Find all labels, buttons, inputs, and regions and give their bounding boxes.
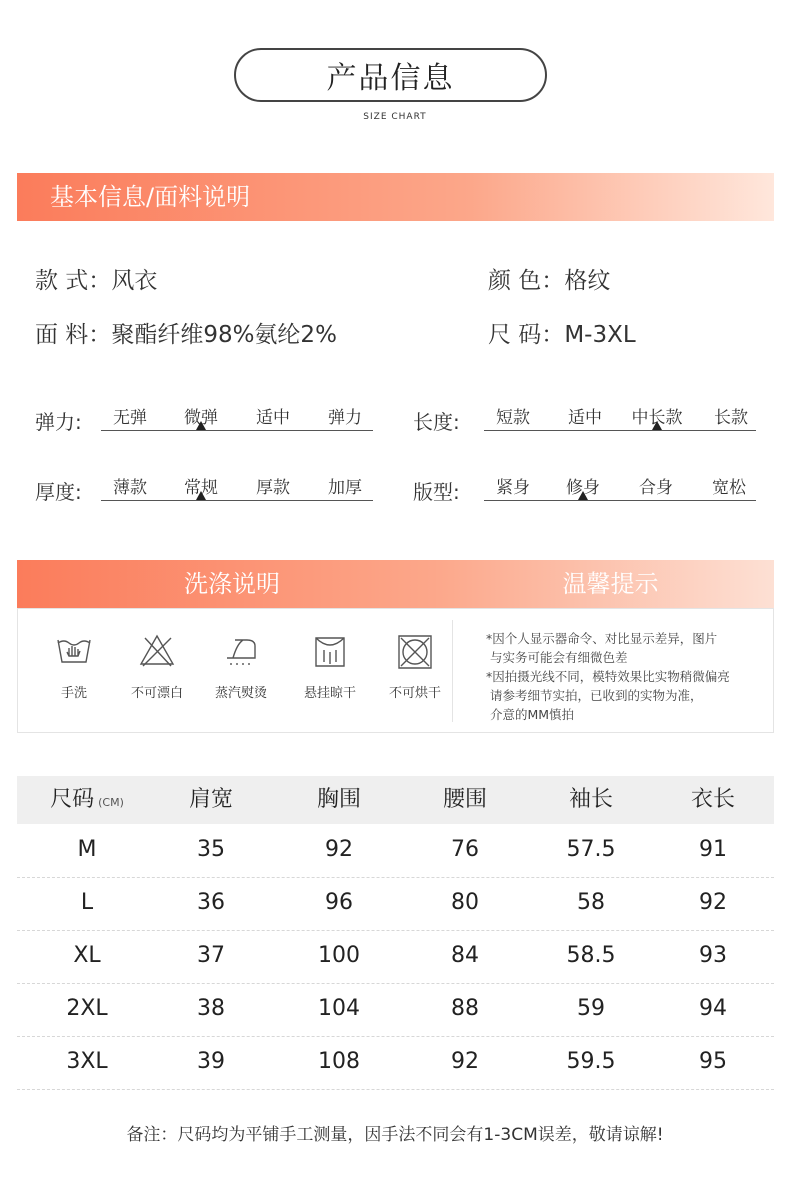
rating-option: 适中 xyxy=(568,408,602,428)
rating-option: 微弹 xyxy=(184,408,218,428)
table-cell-length: 91 xyxy=(699,837,727,862)
fit-rating xyxy=(413,470,758,510)
style-value: 风衣 xyxy=(111,268,158,294)
size-attribute xyxy=(488,316,636,349)
table-cell-chest: 108 xyxy=(318,1049,360,1074)
table-cell-chest: 100 xyxy=(318,943,360,968)
care-label: 不可烘干 xyxy=(388,686,441,701)
rating-marker-icon xyxy=(578,491,588,500)
style-label: 款 式： xyxy=(35,268,112,294)
table-cell-waist: 88 xyxy=(451,996,479,1021)
rating-scale-line xyxy=(484,430,756,431)
rating-label: 长度: xyxy=(413,410,460,434)
care-item-hang-dry xyxy=(295,632,365,701)
table-cell-sleeve: 57.5 xyxy=(566,837,616,862)
care-item-no-bleach xyxy=(122,632,192,701)
table-cell-size: M xyxy=(77,837,97,862)
fabric-attribute xyxy=(35,316,337,349)
rating-marker-icon xyxy=(196,491,206,500)
rating-option: 适中 xyxy=(256,408,290,428)
table-cell-chest: 92 xyxy=(325,837,353,862)
care-item-no-tumble-dry xyxy=(380,632,450,701)
fabric-value: 聚酯纤维98%氨纶2% xyxy=(111,322,337,348)
page-subtitle: SIZE CHART xyxy=(363,112,427,122)
color-value: 格纹 xyxy=(564,268,611,294)
table-cell-shoulder: 35 xyxy=(197,837,225,862)
table-cell-shoulder: 38 xyxy=(197,996,225,1021)
table-header-size xyxy=(37,776,137,824)
page-title: 产品信息 xyxy=(234,48,547,102)
rating-option: 薄款 xyxy=(113,478,147,498)
rating-scale-line xyxy=(484,500,756,501)
rating-option: 修身 xyxy=(566,478,600,498)
rating-scale-line xyxy=(101,430,373,431)
fabric-label: 面 料： xyxy=(35,322,112,348)
rating-marker-icon xyxy=(652,421,662,430)
table-cell-length: 93 xyxy=(699,943,727,968)
table-header-unit: (CM) xyxy=(98,796,124,809)
table-cell-waist: 80 xyxy=(451,890,479,915)
care-label: 不可漂白 xyxy=(130,686,183,701)
measurement-note: 备注：尺码均为平铺手工测量，因手法不同会有1-3CM误差，敬请谅解! xyxy=(126,1125,664,1145)
table-cell-size: L xyxy=(80,890,94,915)
basic-info-title: 基本信息/面料说明 xyxy=(50,183,251,211)
care-label: 手洗 xyxy=(60,686,87,701)
table-cell-length: 95 xyxy=(699,1049,727,1074)
tips-title: 温馨提示 xyxy=(562,570,659,598)
table-cell-length: 92 xyxy=(699,890,727,915)
table-cell-size: 3XL xyxy=(66,1049,108,1074)
size-value: M-3XL xyxy=(564,322,636,348)
care-label: 蒸汽熨烫 xyxy=(214,686,267,701)
care-label: 悬挂晾干 xyxy=(303,686,356,701)
rating-option: 无弹 xyxy=(113,408,147,428)
care-instructions-title: 洗涤说明 xyxy=(184,570,280,598)
rating-option: 长款 xyxy=(714,408,748,428)
table-cell-shoulder: 37 xyxy=(197,943,225,968)
table-header-waist: 腰围 xyxy=(442,787,487,812)
size-label: 尺 码： xyxy=(488,322,565,348)
hand-wash-icon xyxy=(54,632,94,672)
table-row-divider xyxy=(17,1089,774,1090)
table-cell-shoulder: 36 xyxy=(197,890,225,915)
color-attribute xyxy=(488,262,610,295)
tip-display-color: *因个人显示器命令、对比显示差异，图片 与实务可能会有细微色差 xyxy=(486,631,718,665)
table-header-label: 尺码 xyxy=(50,787,95,812)
care-divider xyxy=(452,620,453,722)
style-attribute xyxy=(35,262,157,295)
rating-marker-icon xyxy=(196,421,206,430)
table-cell-sleeve: 59 xyxy=(577,996,605,1021)
table-cell-waist: 84 xyxy=(451,943,479,968)
rating-option: 加厚 xyxy=(328,478,362,498)
rating-option: 中长款 xyxy=(631,408,683,428)
table-cell-sleeve: 59.5 xyxy=(566,1049,616,1074)
table-cell-waist: 76 xyxy=(451,837,479,862)
color-label: 颜 色： xyxy=(488,268,565,294)
rating-option: 短款 xyxy=(496,408,530,428)
table-cell-chest: 104 xyxy=(318,996,360,1021)
elasticity-rating xyxy=(35,400,375,440)
table-cell-sleeve: 58 xyxy=(577,890,605,915)
table-header-sleeve: 袖长 xyxy=(568,787,613,812)
hang-dry-icon xyxy=(310,632,350,672)
table-header-chest: 胸围 xyxy=(316,787,361,812)
rating-option: 宽松 xyxy=(712,478,746,498)
table-cell-size: XL xyxy=(73,943,101,968)
rating-label: 弹力: xyxy=(35,410,82,434)
rating-option: 厚款 xyxy=(256,478,290,498)
tip-lighting: *因拍摄光线不同，模特效果比实物稍微偏亮 请参考细节实拍，已收到的实物为准， 介意的MM慎拍 xyxy=(486,669,730,722)
rating-scale-line xyxy=(101,500,373,501)
steam-iron-icon xyxy=(221,632,261,672)
rating-option: 合身 xyxy=(639,478,673,498)
rating-option: 紧身 xyxy=(496,478,530,498)
length-rating xyxy=(413,400,758,440)
rating-label: 版型: xyxy=(413,480,460,504)
table-cell-size: 2XL xyxy=(66,996,108,1021)
table-cell-length: 94 xyxy=(699,996,727,1021)
care-item-steam-iron xyxy=(206,632,276,701)
table-cell-shoulder: 39 xyxy=(197,1049,225,1074)
no-bleach-icon xyxy=(137,632,177,672)
table-header-shoulder: 肩宽 xyxy=(188,787,233,812)
care-item-hand-wash xyxy=(39,632,109,701)
rating-option: 常规 xyxy=(184,478,218,498)
table-cell-sleeve: 58.5 xyxy=(566,943,616,968)
rating-option: 弹力 xyxy=(328,408,362,428)
table-header-length: 衣长 xyxy=(690,787,735,812)
no-tumble-dry-icon xyxy=(395,632,435,672)
table-cell-chest: 96 xyxy=(325,890,353,915)
table-cell-waist: 92 xyxy=(451,1049,479,1074)
thickness-rating xyxy=(35,470,375,510)
rating-label: 厚度: xyxy=(35,480,82,504)
